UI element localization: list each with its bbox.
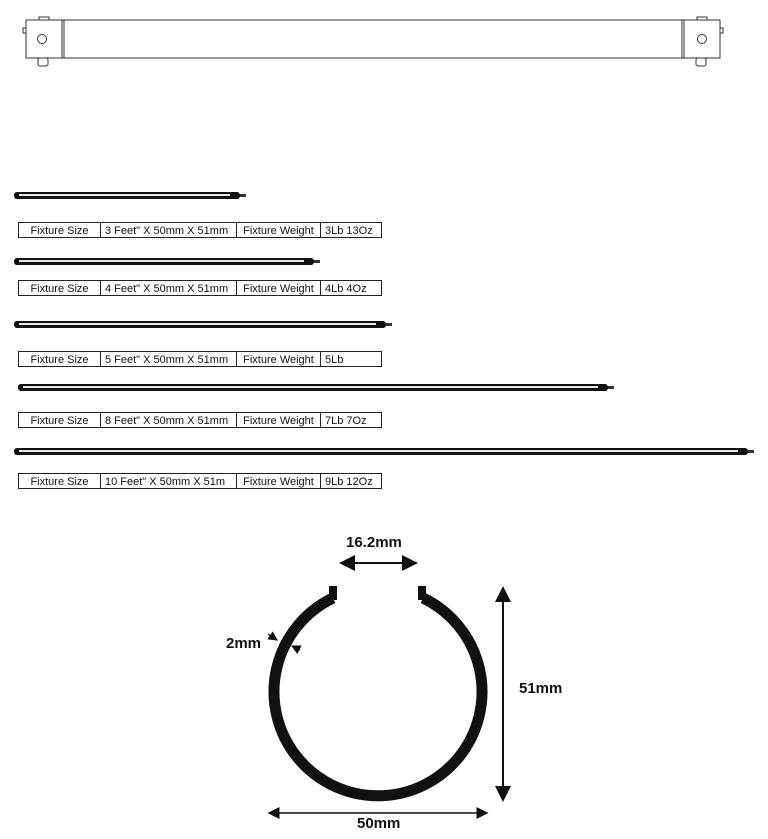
size-label: Fixture Size <box>19 474 101 488</box>
weight-label: Fixture Weight <box>237 223 321 237</box>
tube-4ft <box>14 258 314 265</box>
fixture-side-elevation <box>0 0 768 80</box>
wall-thickness-label: 2mm <box>226 635 262 652</box>
size-value: 8 Feet" X 50mm X 51mm <box>101 413 237 427</box>
size-value: 3 Feet" X 50mm X 51mm <box>101 223 237 237</box>
size-value: 10 Feet" X 50mm X 51m <box>101 474 237 488</box>
opening-dimension-label: 16.2mm <box>346 534 402 551</box>
spec-table-4ft <box>18 280 382 296</box>
tube-5ft <box>14 321 386 328</box>
weight-value: 3Lb 13Oz <box>325 225 373 237</box>
width-dimension-label: 50mm <box>357 815 401 832</box>
weight-label: Fixture Weight <box>237 474 321 488</box>
spec-table-5ft <box>18 351 382 367</box>
tube-3ft <box>14 192 240 199</box>
weight-value: 4Lb 4Oz <box>325 283 367 295</box>
spec-table-3ft <box>18 222 382 238</box>
weight-value: 7Lb 7Oz <box>325 415 367 427</box>
weight-value: 9Lb 12Oz <box>325 476 373 488</box>
height-dimension-label: 51mm <box>519 680 563 697</box>
size-label: Fixture Size <box>19 223 101 237</box>
tube-8ft <box>18 384 608 391</box>
tube-10ft <box>14 448 748 455</box>
size-label: Fixture Size <box>19 413 101 427</box>
size-label: Fixture Size <box>19 281 101 295</box>
weight-label: Fixture Weight <box>237 281 321 295</box>
spec-table-10ft <box>18 473 382 489</box>
weight-label: Fixture Weight <box>237 352 321 366</box>
size-label: Fixture Size <box>19 352 101 366</box>
size-value: 4 Feet" X 50mm X 51mm <box>101 281 237 295</box>
size-value: 5 Feet" X 50mm X 51mm <box>101 352 237 366</box>
spec-table-8ft <box>18 412 382 428</box>
weight-label: Fixture Weight <box>237 413 321 427</box>
weight-value: 5Lb <box>325 354 344 366</box>
